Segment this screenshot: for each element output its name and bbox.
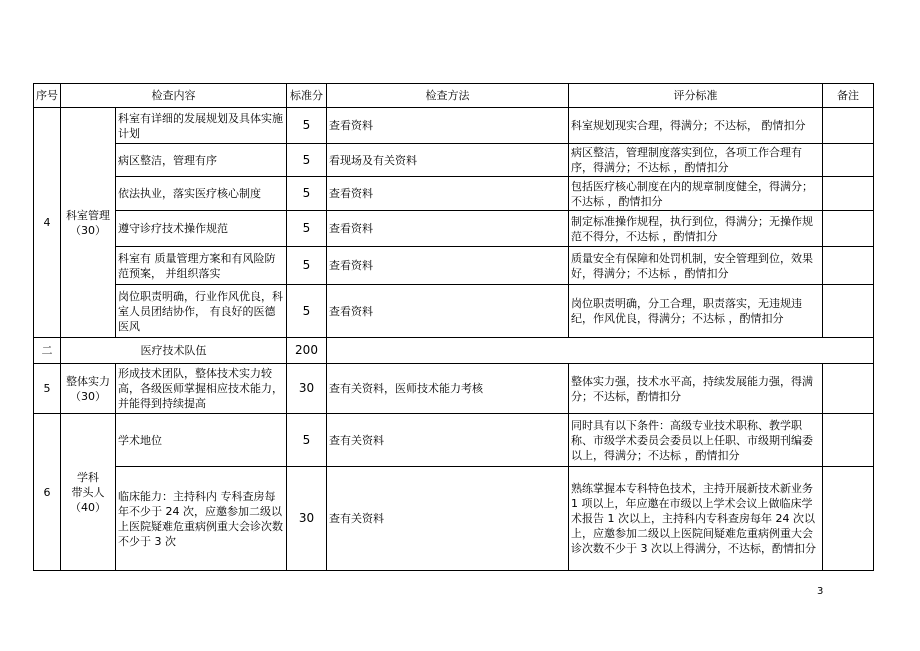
section-header-row xyxy=(34,338,874,364)
score-cell: 5 xyxy=(287,247,327,285)
section5-no: 5 xyxy=(34,364,61,414)
score-cell: 30 xyxy=(287,364,327,414)
standard-cell: 岗位职责明确，分工合理，职责落实，无违规违纪，作风优良，得满分；不达标 ，酌情扣分 xyxy=(569,285,823,338)
section5-category-score: （30） xyxy=(70,389,106,403)
header-standard: 评分标准 xyxy=(569,84,823,108)
table-row xyxy=(34,144,874,177)
standard-cell: 熟练掌握本专科特色技术，主持开展新技术新业务 1 项以上，年应邀在市级以上学术会议上做临床学术报告 1 次以上，主持科内专科查房每年 24 次以上，应邀参加二级以上医院间疑难危重病例重大会诊次数不少于 3 次以上得满分，不达标，酌情扣分 xyxy=(569,467,823,571)
header-score: 标准分 xyxy=(287,84,327,108)
standard-cell: 制定标准操作规程，执行到位，得满分；无操作规范不得分，不达标 ，酌情扣分 xyxy=(569,211,823,247)
section5-category xyxy=(61,364,116,414)
note-cell xyxy=(823,177,874,211)
section4-no: 4 xyxy=(34,108,61,338)
method-cell: 查有关资料，医师技术能力考核 xyxy=(327,364,569,414)
method-cell: 查看资料 xyxy=(327,285,569,338)
standard-cell: 质量安全有保障和处罚机制，安全管理到位，效果好，得满分；不达标 ，酌情扣分 xyxy=(569,247,823,285)
note-cell xyxy=(823,364,874,414)
note-cell xyxy=(823,285,874,338)
note-cell xyxy=(823,247,874,285)
table-row xyxy=(34,108,874,144)
score-cell: 30 xyxy=(287,467,327,571)
header-content: 检查内容 xyxy=(61,84,287,108)
header-no: 序号 xyxy=(34,84,61,108)
content-cell: 依法执业，落实医疗核心制度 xyxy=(116,177,287,211)
section2-content: 医疗技术队伍 xyxy=(61,338,287,364)
content-cell: 科室有详细的发展规划及具体实施计划 xyxy=(116,108,287,144)
method-cell: 查看资料 xyxy=(327,247,569,285)
method-cell: 查看资料 xyxy=(327,211,569,247)
score-cell: 5 xyxy=(287,144,327,177)
content-cell: 科室有 质量管理方案和有风险防范预案， 并组织落实 xyxy=(116,247,287,285)
score-cell: 5 xyxy=(287,177,327,211)
section6-no: 6 xyxy=(34,414,61,571)
method-cell: 查看资料 xyxy=(327,108,569,144)
score-cell: 5 xyxy=(287,285,327,338)
method-cell: 查有关资料 xyxy=(327,467,569,571)
score-cell: 5 xyxy=(287,108,327,144)
content-cell: 病区整洁，管理有序 xyxy=(116,144,287,177)
section6-category-label-1: 学科 xyxy=(77,470,99,484)
table-row xyxy=(34,467,874,571)
note-cell xyxy=(823,414,874,467)
method-cell: 查看资料 xyxy=(327,177,569,211)
evaluation-table xyxy=(33,83,874,571)
table-row xyxy=(34,285,874,338)
table-row xyxy=(34,364,874,414)
note-cell xyxy=(823,108,874,144)
standard-cell: 整体实力强，技术水平高，持续发展能力强，得满分；不达标，酌情扣分 xyxy=(569,364,823,414)
table-row xyxy=(34,211,874,247)
note-cell xyxy=(823,144,874,177)
header-note: 备注 xyxy=(823,84,874,108)
table-row xyxy=(34,177,874,211)
section6-category xyxy=(61,414,116,571)
section6-category-score: （40） xyxy=(70,500,106,514)
section4-category-score: （30） xyxy=(70,223,106,237)
score-cell: 5 xyxy=(287,414,327,467)
standard-cell: 科室规划现实合理，得满分；不达标， 酌情扣分 xyxy=(569,108,823,144)
standard-cell: 包括医疗核心制度在内的规章制度健全，得满分；不达标 ，酌情扣分 xyxy=(569,177,823,211)
content-cell: 学术地位 xyxy=(116,414,287,467)
standard-cell: 同时具有以下条件：高级专业技术职称、教学职称、市级学术委员会委员以上任职、市级期刊编委以上，得满分；不达标 ，酌情扣分 xyxy=(569,414,823,467)
note-cell xyxy=(823,467,874,571)
standard-cell: 病区整洁，管理制度落实到位，各项工作合理有序，得满分；不达标 ，酌情扣分 xyxy=(569,144,823,177)
header-method: 检查方法 xyxy=(327,84,569,108)
section5-category-label: 整体实力 xyxy=(66,374,110,388)
table-row xyxy=(34,247,874,285)
content-cell: 形成技术团队，整体技术实力较高，各级医师掌握相应技术能力，并能得到持续提高 xyxy=(116,364,287,414)
table-row xyxy=(34,414,874,467)
content-cell: 遵守诊疗技术操作规范 xyxy=(116,211,287,247)
method-cell: 看现场及有关资料 xyxy=(327,144,569,177)
section6-category-label-2: 带头人 xyxy=(71,485,105,499)
section2-no: 二 xyxy=(34,338,61,364)
score-cell: 5 xyxy=(287,211,327,247)
section2-blank xyxy=(327,338,874,364)
content-cell: 临床能力：主持科内 专科查房每年不少于 24 次，应邀参加二级以上医院疑难危重病例重大会诊次数不少于 3 次 xyxy=(116,467,287,571)
method-cell: 查有关资料 xyxy=(327,414,569,467)
section4-category xyxy=(61,108,116,338)
header-row xyxy=(34,84,874,108)
page-number: 3 xyxy=(817,586,824,597)
note-cell xyxy=(823,211,874,247)
section4-category-label: 科室管理 xyxy=(66,208,110,222)
section2-score: 200 xyxy=(287,338,327,364)
content-cell: 岗位职责明确，行业作风优良，科室人员团结协作， 有良好的医德医风 xyxy=(116,285,287,338)
